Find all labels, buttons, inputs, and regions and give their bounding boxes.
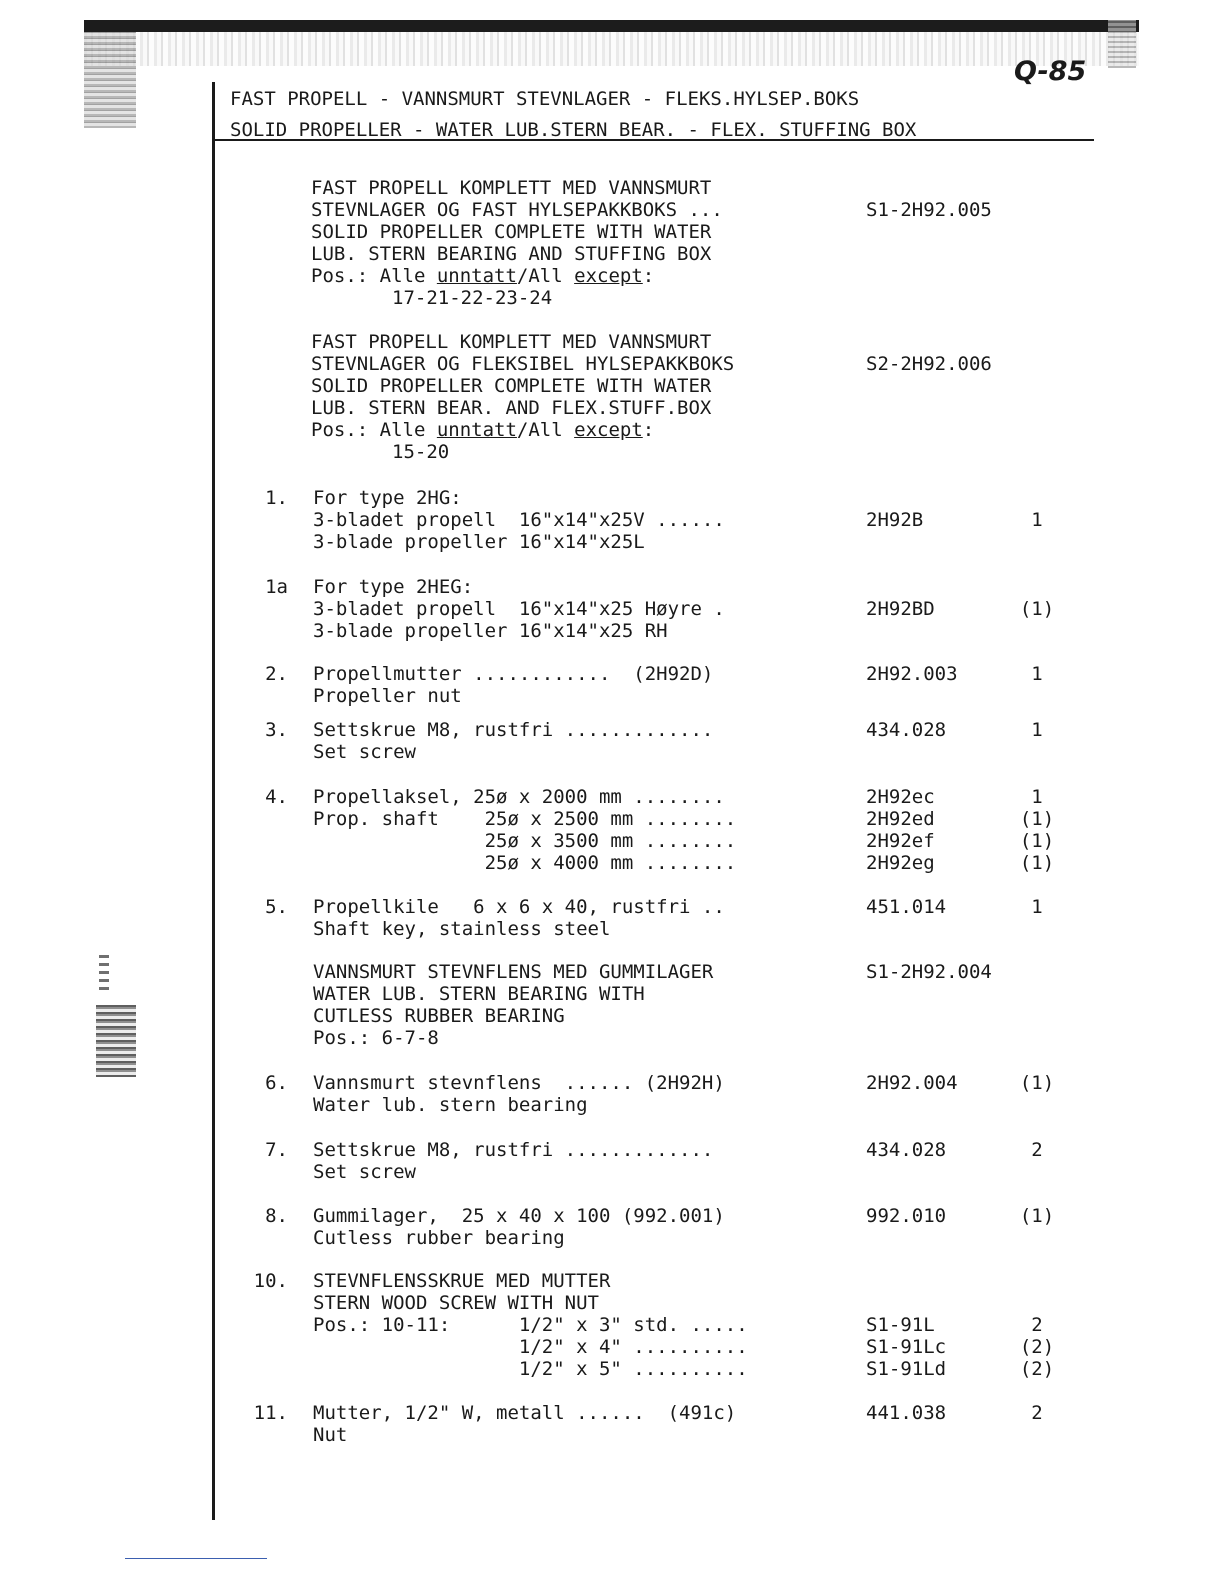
assembly-line: LUB. STERN BEAR. AND FLEX.STUFF.BOX bbox=[311, 397, 712, 419]
item-quantity: (2) bbox=[1019, 1358, 1055, 1380]
item-description: 3-blade propeller 16"x14"x25 RH bbox=[313, 620, 668, 642]
pos-unntatt: unntatt bbox=[436, 419, 517, 441]
vertical-rule bbox=[212, 82, 215, 1520]
item-description: Prop. shaft 25ø x 2500 mm ........ bbox=[313, 808, 737, 830]
assembly-pos bbox=[311, 419, 654, 441]
scan-noise-band bbox=[84, 32, 1139, 66]
item-number: 7. bbox=[265, 1139, 288, 1161]
item-quantity: (1) bbox=[1019, 598, 1055, 620]
margin-mark-small bbox=[99, 950, 109, 990]
item-number: 1a bbox=[265, 576, 288, 598]
item-quantity: (1) bbox=[1019, 830, 1055, 852]
item-quantity: 2 bbox=[1031, 1139, 1043, 1161]
item-part-number: 2H92BD bbox=[866, 598, 935, 620]
item-quantity: (1) bbox=[1019, 1072, 1055, 1094]
pos-except: except bbox=[574, 419, 643, 441]
header-title-en: SOLID PROPELLER - WATER LUB.STERN BEAR. - FLEX. STUFFING BOX bbox=[230, 119, 917, 141]
assembly-line: LUB. STERN BEARING AND STUFFING BOX bbox=[311, 243, 712, 265]
item-quantity: 1 bbox=[1031, 663, 1043, 685]
item-part-number: S1-2H92.004 bbox=[866, 961, 992, 983]
item-description: Pos.: 10-11: 1/2" x 3" std. ..... bbox=[313, 1314, 748, 1336]
item-description: 1/2" x 5" .......... bbox=[313, 1358, 748, 1380]
item-part-number: S1-91Ld bbox=[866, 1358, 947, 1380]
assembly-part-number: S1-2H92.005 bbox=[866, 199, 992, 221]
item-description: VANNSMURT STEVNFLENS MED GUMMILAGER bbox=[313, 961, 714, 983]
item-part-number: 2H92ed bbox=[866, 808, 935, 830]
item-number: 5. bbox=[265, 896, 288, 918]
pos-prefix: Pos.: Alle bbox=[311, 419, 437, 441]
item-part-number: 2H92.004 bbox=[866, 1072, 958, 1094]
item-quantity: (1) bbox=[1019, 852, 1055, 874]
item-description: Vannsmurt stevnflens ...... (2H92H) bbox=[313, 1072, 725, 1094]
item-description: 25ø x 3500 mm ........ bbox=[313, 830, 737, 852]
item-number: 2. bbox=[265, 663, 288, 685]
item-description: 25ø x 4000 mm ........ bbox=[313, 852, 737, 874]
item-part-number: 434.028 bbox=[866, 1139, 947, 1161]
item-description: Propeller nut bbox=[313, 685, 462, 707]
item-description: Propellmutter ............ (2H92D) bbox=[313, 663, 714, 685]
item-description: STEVNFLENSSKRUE MED MUTTER bbox=[313, 1270, 611, 1292]
scan-noise-right bbox=[1108, 20, 1136, 68]
item-description: 3-bladet propell 16"x14"x25V ...... bbox=[313, 509, 725, 531]
header-title-no: FAST PROPELL - VANNSMURT STEVNLAGER - FLEKS.HYLSEP.BOKS bbox=[230, 88, 860, 110]
item-number: 8. bbox=[265, 1205, 288, 1227]
item-part-number: 441.038 bbox=[866, 1402, 947, 1424]
item-description: Pos.: 6-7-8 bbox=[313, 1027, 439, 1049]
assembly-line: FAST PROPELL KOMPLETT MED VANNSMURT bbox=[311, 177, 712, 199]
item-description: Settskrue M8, rustfri ............. bbox=[313, 719, 714, 741]
item-description: Mutter, 1/2" W, metall ...... (491c) bbox=[313, 1402, 737, 1424]
assembly-line: STEVNLAGER OG FLEKSIBEL HYLSEPAKKBOKS bbox=[311, 353, 735, 375]
item-number: 4. bbox=[265, 786, 288, 808]
item-part-number: 2H92ef bbox=[866, 830, 935, 852]
item-description: Set screw bbox=[313, 741, 416, 763]
item-description: CUTLESS RUBBER BEARING bbox=[313, 1005, 565, 1027]
assembly-pos-values: 17-21-22-23-24 bbox=[392, 287, 553, 309]
item-description: Settskrue M8, rustfri ............. bbox=[313, 1139, 714, 1161]
scan-top-border bbox=[84, 20, 1139, 32]
item-description: WATER LUB. STERN BEARING WITH bbox=[313, 983, 645, 1005]
item-quantity: (1) bbox=[1019, 808, 1055, 830]
item-number: 6. bbox=[265, 1072, 288, 1094]
item-part-number: 2H92eg bbox=[866, 852, 935, 874]
item-description: Nut bbox=[313, 1424, 348, 1446]
pos-except: except bbox=[574, 265, 643, 287]
item-quantity: 1 bbox=[1031, 786, 1043, 808]
item-description: 3-bladet propell 16"x14"x25 Høyre . bbox=[313, 598, 725, 620]
item-description: Set screw bbox=[313, 1161, 416, 1183]
assembly-part-number: S2-2H92.006 bbox=[866, 353, 992, 375]
pos-all: /All bbox=[516, 419, 575, 441]
item-quantity: (2) bbox=[1019, 1336, 1055, 1358]
item-description: Propellaksel, 25ø x 2000 mm ........ bbox=[313, 786, 725, 808]
scan-noise-left bbox=[84, 32, 136, 128]
pos-colon: : bbox=[642, 419, 655, 441]
item-description: Gummilager, 25 x 40 x 100 (992.001) bbox=[313, 1205, 725, 1227]
page-number: Q-85 bbox=[1014, 56, 1087, 87]
assembly-line: SOLID PROPELLER COMPLETE WITH WATER bbox=[311, 375, 712, 397]
margin-mark bbox=[96, 1005, 136, 1077]
item-part-number: S1-91L bbox=[866, 1314, 935, 1336]
item-number: 11. bbox=[253, 1402, 288, 1424]
item-quantity: 1 bbox=[1031, 509, 1043, 531]
item-part-number: 992.010 bbox=[866, 1205, 947, 1227]
item-description: STERN WOOD SCREW WITH NUT bbox=[313, 1292, 599, 1314]
item-description: Propellkile 6 x 6 x 40, rustfri .. bbox=[313, 896, 725, 918]
item-number: 10. bbox=[253, 1270, 288, 1292]
item-part-number: 2H92.003 bbox=[866, 663, 958, 685]
pos-prefix: Pos.: Alle bbox=[311, 265, 437, 287]
item-part-number: 451.014 bbox=[866, 896, 947, 918]
assembly-line: FAST PROPELL KOMPLETT MED VANNSMURT bbox=[311, 331, 712, 353]
pos-all: /All bbox=[516, 265, 575, 287]
item-description: 1/2" x 4" .......... bbox=[313, 1336, 748, 1358]
pos-colon: : bbox=[642, 265, 655, 287]
item-description: Shaft key, stainless steel bbox=[313, 918, 611, 940]
item-description: For type 2HG: bbox=[313, 487, 462, 509]
pos-unntatt: unntatt bbox=[436, 265, 517, 287]
item-description: Water lub. stern bearing bbox=[313, 1094, 588, 1116]
item-number: 1. bbox=[265, 487, 288, 509]
bottom-mark bbox=[125, 1558, 267, 1559]
item-part-number: 434.028 bbox=[866, 719, 947, 741]
item-description: For type 2HEG: bbox=[313, 576, 474, 598]
item-quantity: 1 bbox=[1031, 896, 1043, 918]
item-part-number: S1-91Lc bbox=[866, 1336, 947, 1358]
item-quantity: (1) bbox=[1019, 1205, 1055, 1227]
assembly-line: STEVNLAGER OG FAST HYLSEPAKKBOKS ... bbox=[311, 199, 723, 221]
item-description: Cutless rubber bearing bbox=[313, 1227, 565, 1249]
item-quantity: 2 bbox=[1031, 1314, 1043, 1336]
item-part-number: 2H92ec bbox=[866, 786, 935, 808]
item-quantity: 1 bbox=[1031, 719, 1043, 741]
item-quantity: 2 bbox=[1031, 1402, 1043, 1424]
item-number: 3. bbox=[265, 719, 288, 741]
item-part-number: 2H92B bbox=[866, 509, 924, 531]
item-description: 3-blade propeller 16"x14"x25L bbox=[313, 531, 645, 553]
assembly-line: SOLID PROPELLER COMPLETE WITH WATER bbox=[311, 221, 712, 243]
assembly-pos bbox=[311, 265, 654, 287]
assembly-pos-values: 15-20 bbox=[392, 441, 450, 463]
